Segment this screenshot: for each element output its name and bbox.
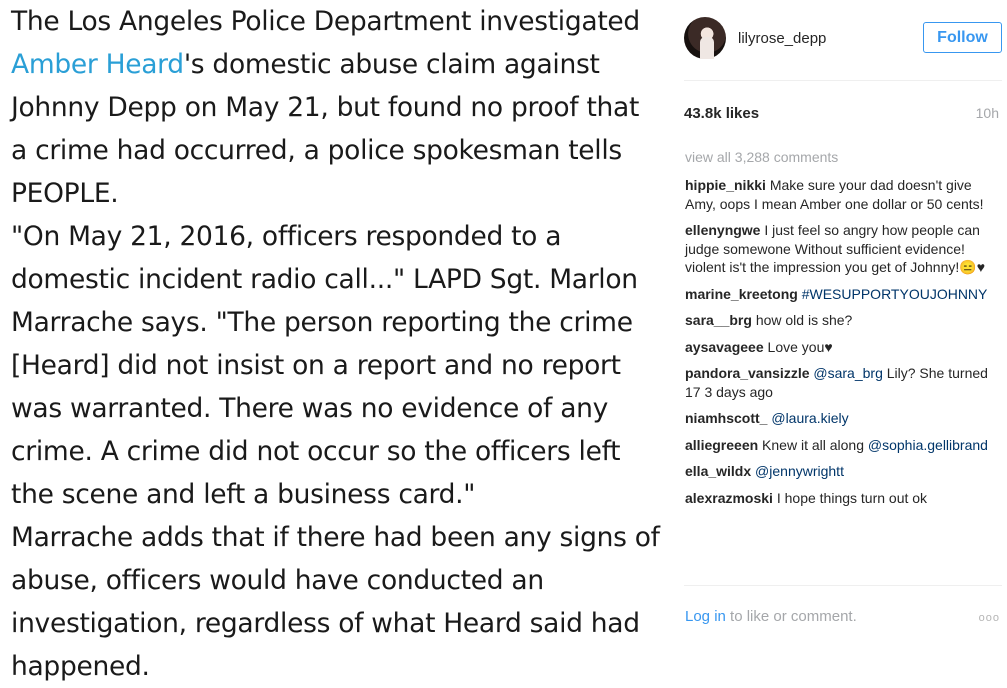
comment-user[interactable]: ella_wildx [685, 463, 752, 479]
comment-text: Lily? She turned 17 3 days ago [685, 365, 988, 400]
list-item [685, 338, 990, 357]
list-item [685, 285, 990, 304]
login-prompt [685, 608, 857, 625]
comment-user[interactable]: marine_kreetong [685, 285, 798, 302]
follow-button[interactable]: Follow [923, 22, 1002, 53]
instagram-embed [684, 0, 1007, 652]
amber-heard-link[interactable]: Amber Heard [11, 49, 184, 80]
divider [684, 80, 1002, 81]
list-item [685, 409, 990, 428]
article-paragraph-1 [11, 0, 661, 215]
comment-text: Knew it all along [762, 436, 868, 453]
more-options-icon[interactable]: ooo [978, 612, 1000, 624]
article-paragraph-2: "On May 21, 2016, officers responded to a domestic incident radio call..." LAPD Sgt. Marlon Marrache says. "The person reporting the crime [Heard] did not insist on a report and no report was warranted. There was no evidence of any crime. A crime did not occur so the officers left the scene and left a business card." [11, 221, 638, 510]
hashtag-link[interactable]: #WESUPPORTYOUJOHNNY [801, 285, 988, 302]
comment-text: I hope things turn out ok [776, 489, 928, 506]
comment-user[interactable]: sara__brg [685, 312, 752, 328]
login-prompt-text: to like or comment. [725, 608, 857, 625]
mention-link[interactable]: @laura.kiely [771, 410, 849, 426]
comment-text: how old is she? [755, 312, 853, 328]
divider [684, 585, 1002, 586]
comment-user[interactable]: ellenyngwe [685, 222, 761, 238]
mention-link[interactable]: @sophia.gellibrand [867, 436, 988, 453]
likes-count[interactable]: 43.8k likes [684, 105, 760, 122]
list-item [685, 462, 990, 481]
comment-user[interactable]: alliegreeen [685, 436, 759, 453]
list-item [685, 311, 990, 330]
comment-user[interactable]: aysavageee [685, 338, 764, 355]
article-paragraph-3: Marrache adds that if there had been any signs of abuse, officers would have conducted an investigation, regardless of what Heard said had happened. [11, 522, 660, 682]
paragraph-text: The Los Angeles Police Department investigated [11, 6, 640, 37]
post-time: 10h [975, 105, 999, 121]
paragraph-text: 's domestic abuse claim against Johnny Depp on May 21, but found no proof that a crime had occurred, a police spokesman tells PEOPLE. [11, 49, 640, 209]
post-header [684, 15, 1002, 63]
mention-link[interactable]: @jennywrightt [755, 463, 844, 479]
list-item [685, 364, 990, 401]
list-item [685, 221, 990, 277]
mention-link[interactable]: @sara_brg [813, 365, 883, 381]
username[interactable]: lilyrose_depp [738, 30, 827, 47]
comment-user[interactable]: niamhscott_ [685, 410, 768, 426]
comments-list[interactable] [685, 176, 990, 576]
comment-user[interactable]: alexrazmoski [685, 489, 773, 506]
comment-text: Love you♥ [767, 338, 833, 355]
comment-text: I just feel so angry how people can judge somewone Without sufficient evidence! violent is't the impression you get of Johnny!😑♥ [685, 222, 986, 275]
comment-user[interactable]: pandora_vansizzle [685, 365, 810, 381]
list-item [685, 489, 990, 508]
comment-text: Make sure your dad doesn't give Amy, oops I mean Amber one dollar or 50 cents! [685, 177, 984, 212]
list-item [685, 176, 990, 213]
view-all-comments-link[interactable]: view all 3,288 comments [685, 149, 839, 165]
login-link[interactable]: Log in [685, 608, 726, 625]
list-item [685, 436, 990, 455]
comment-user[interactable]: hippie_nikki [685, 177, 766, 193]
avatar[interactable] [684, 17, 726, 59]
